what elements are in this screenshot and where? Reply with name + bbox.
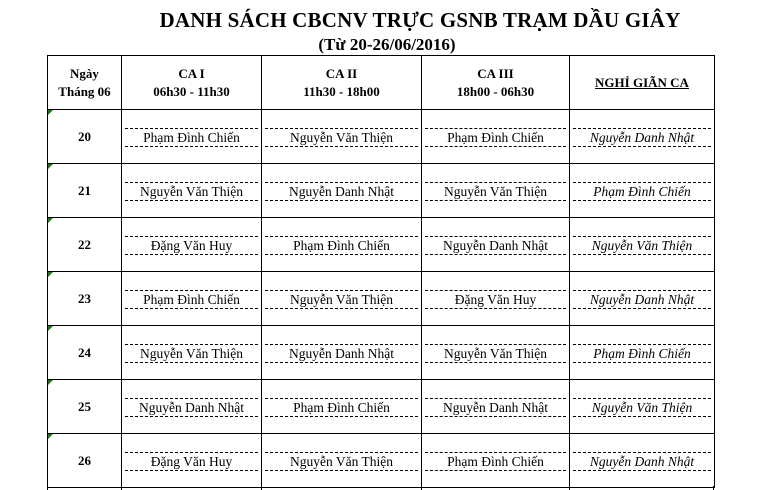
shift-cell-ca1[interactable] xyxy=(122,164,262,218)
header-shift-1-time: 06h30 - 11h30 xyxy=(153,83,230,99)
shift-cell-ca1[interactable] xyxy=(122,326,262,380)
staff-name: Nguyễn Danh Nhật xyxy=(265,344,418,363)
rest-cell[interactable] xyxy=(570,110,715,164)
document-title xyxy=(0,8,766,33)
staff-name: Nguyễn Danh Nhật xyxy=(573,452,711,471)
title-text: DANH SÁCH CBCNV TRỰC GSNB TRẠM DẦU GIÂY xyxy=(159,8,681,32)
day-number: 22 xyxy=(78,236,91,252)
header-shift-1-name: CA I xyxy=(178,65,205,81)
staff-name: Nguyễn Văn Thiện xyxy=(125,182,258,201)
staff-name: Phạm Đình Chiến xyxy=(573,182,711,201)
staff-name: Đặng Văn Huy xyxy=(125,452,258,471)
header-day-label: Ngày xyxy=(70,65,99,81)
staff-name: Nguyễn Văn Thiện xyxy=(265,128,418,147)
staff-name: Nguyễn Văn Thiện xyxy=(425,344,566,363)
staff-name: Nguyễn Danh Nhật xyxy=(573,290,711,309)
day-number: 20 xyxy=(78,128,91,144)
day-cell[interactable] xyxy=(48,110,122,164)
day-cell[interactable] xyxy=(48,218,122,272)
header-shift-2 xyxy=(262,56,422,110)
day-number: 24 xyxy=(78,344,91,360)
rest-cell[interactable] xyxy=(570,380,715,434)
shift-cell-ca1[interactable] xyxy=(122,380,262,434)
staff-name: Đặng Văn Huy xyxy=(125,236,258,255)
day-number: 21 xyxy=(78,182,91,198)
table-row xyxy=(48,326,715,380)
day-cell[interactable] xyxy=(48,434,122,488)
cell-marker-icon xyxy=(48,434,53,439)
cell-marker-icon xyxy=(48,272,53,277)
header-shift-3 xyxy=(422,56,570,110)
header-rest xyxy=(570,56,715,110)
header-rest-label: NGHỈ GIÃN CA xyxy=(595,74,689,90)
duty-schedule-table xyxy=(47,55,715,488)
table-row xyxy=(48,380,715,434)
staff-name: Phạm Đình Chiến xyxy=(425,128,566,147)
staff-name: Phạm Đình Chiến xyxy=(125,128,258,147)
cell-marker-icon xyxy=(48,218,53,223)
table-continuation xyxy=(47,486,714,490)
shift-cell-ca3[interactable] xyxy=(422,434,570,488)
table-row xyxy=(48,272,715,326)
header-shift-1 xyxy=(122,56,262,110)
staff-name: Nguyễn Danh Nhật xyxy=(425,236,566,255)
staff-name: Nguyễn Văn Thiện xyxy=(265,452,418,471)
staff-name: Phạm Đình Chiến xyxy=(265,398,418,417)
cell-marker-icon xyxy=(48,110,53,115)
shift-cell-ca2[interactable] xyxy=(262,326,422,380)
table-row xyxy=(48,164,715,218)
shift-cell-ca3[interactable] xyxy=(422,326,570,380)
shift-cell-ca3[interactable] xyxy=(422,380,570,434)
staff-name: Nguyễn Văn Thiện xyxy=(573,236,711,255)
table-row xyxy=(48,434,715,488)
shift-cell-ca2[interactable] xyxy=(262,434,422,488)
staff-name: Nguyễn Danh Nhật xyxy=(425,398,566,417)
staff-name: Nguyễn Danh Nhật xyxy=(265,182,418,201)
day-number: 25 xyxy=(78,398,91,414)
rest-cell[interactable] xyxy=(570,326,715,380)
header-day xyxy=(48,56,122,110)
rest-cell[interactable] xyxy=(570,272,715,326)
header-shift-3-time: 18h00 - 06h30 xyxy=(456,83,535,99)
day-cell[interactable] xyxy=(48,380,122,434)
shift-cell-ca3[interactable] xyxy=(422,164,570,218)
staff-name: Phạm Đình Chiến xyxy=(573,344,711,363)
cell-marker-icon xyxy=(48,380,53,385)
staff-name: Phạm Đình Chiến xyxy=(265,236,418,255)
day-cell[interactable] xyxy=(48,272,122,326)
cell-marker-icon xyxy=(48,326,53,331)
day-number: 26 xyxy=(78,452,91,468)
shift-cell-ca2[interactable] xyxy=(262,110,422,164)
day-cell[interactable] xyxy=(48,326,122,380)
shift-cell-ca2[interactable] xyxy=(262,164,422,218)
shift-cell-ca1[interactable] xyxy=(122,110,262,164)
shift-cell-ca1[interactable] xyxy=(122,218,262,272)
shift-cell-ca3[interactable] xyxy=(422,218,570,272)
shift-cell-ca2[interactable] xyxy=(262,380,422,434)
header-shift-2-time: 11h30 - 18h00 xyxy=(303,83,380,99)
header-month-label: Tháng 06 xyxy=(58,83,111,99)
shift-cell-ca2[interactable] xyxy=(262,272,422,326)
header-row xyxy=(48,56,715,110)
table-row xyxy=(48,110,715,164)
staff-name: Nguyễn Văn Thiện xyxy=(125,344,258,363)
staff-name: Đặng Văn Huy xyxy=(425,290,566,309)
staff-name: Phạm Đình Chiến xyxy=(125,290,258,309)
staff-name: Nguyễn Văn Thiện xyxy=(573,398,711,417)
rest-cell[interactable] xyxy=(570,164,715,218)
cell-marker-icon xyxy=(48,164,53,169)
shift-cell-ca1[interactable] xyxy=(122,434,262,488)
shift-cell-ca1[interactable] xyxy=(122,272,262,326)
staff-name: Nguyễn Danh Nhật xyxy=(573,128,711,147)
staff-name: Phạm Đình Chiến xyxy=(425,452,566,471)
table-row xyxy=(48,218,715,272)
staff-name: Nguyễn Danh Nhật xyxy=(125,398,258,417)
rest-cell[interactable] xyxy=(570,434,715,488)
header-shift-2-name: CA II xyxy=(325,65,358,81)
rest-cell[interactable] xyxy=(570,218,715,272)
day-cell[interactable] xyxy=(48,164,122,218)
shift-cell-ca2[interactable] xyxy=(262,218,422,272)
subtitle-text: (Từ 20-26/06/2016) xyxy=(318,35,456,54)
header-shift-3-name: CA III xyxy=(477,65,514,81)
shift-cell-ca3[interactable] xyxy=(422,272,570,326)
day-number: 23 xyxy=(78,290,91,306)
staff-name: Nguyễn Văn Thiện xyxy=(265,290,418,309)
staff-name: Nguyễn Văn Thiện xyxy=(425,182,566,201)
document-subtitle xyxy=(0,35,766,55)
shift-cell-ca3[interactable] xyxy=(422,110,570,164)
